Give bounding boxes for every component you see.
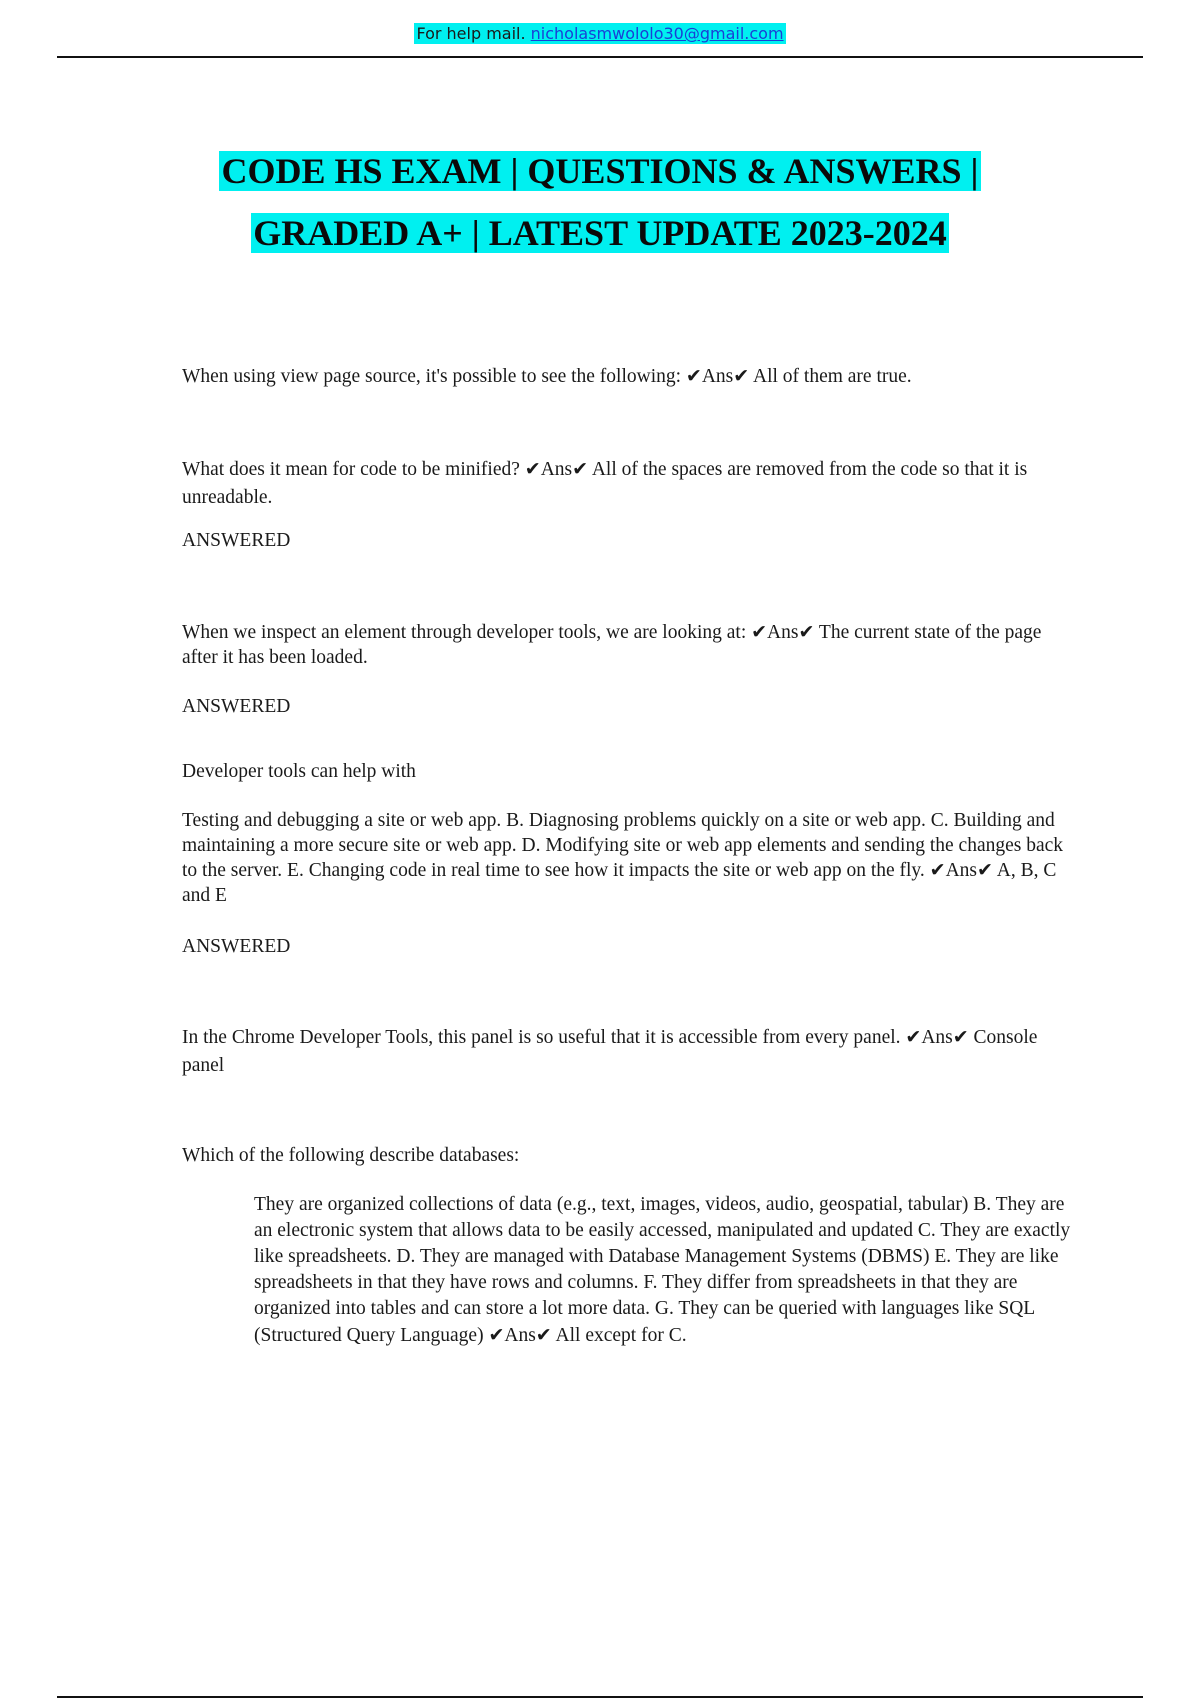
ans-label: Ans: [945, 860, 978, 881]
check-icon: ✔: [535, 1324, 552, 1346]
answer-text: The current state of the page after it has been loaded.: [182, 622, 1042, 668]
footer-divider: [57, 1696, 1143, 1698]
check-icon: ✔: [905, 1026, 922, 1048]
check-icon: ✔: [929, 859, 946, 881]
answer-text: Console panel: [182, 1027, 1038, 1076]
question-text: What does it mean for code to be minified?: [182, 459, 520, 480]
check-icon: ✔: [751, 621, 768, 643]
qa-item-2: [182, 455, 1072, 512]
title-line-2: GRADED A+ | LATEST UPDATE 2023-2024: [253, 213, 947, 253]
check-icon: ✔: [733, 365, 750, 387]
question-text: When we inspect an element through developer tools, we are looking at:: [182, 622, 747, 643]
options-text: Testing and debugging a site or web app. B. Diagnosing problems quickly on a site or web app. C. Building and maintaining a more secure site or web app. D. Modifying site or web app elements and sending the changes back to the server. E. Changing code in real time to see how it impacts the site or web app on the fly.: [182, 810, 1064, 881]
question-text: When using view page source, it's possible to see the following:: [182, 366, 682, 387]
help-email-link[interactable]: nicholasmwololo30@gmail.com: [530, 24, 784, 43]
qa-item-1: [182, 362, 1072, 391]
answer-text: All of them are true.: [753, 366, 912, 387]
answer-text: All except for C.: [555, 1325, 687, 1346]
check-icon: ✔: [977, 859, 993, 881]
check-icon: ✔: [685, 365, 702, 387]
qa-item-6-options: [254, 1192, 1084, 1349]
title-line-1: CODE HS EXAM | QUESTIONS & ANSWERS |: [221, 151, 979, 191]
ans-label: Ans: [921, 1027, 953, 1048]
page-header: [0, 24, 1200, 43]
ans-label: Ans: [767, 622, 799, 643]
status-label: ANSWERED: [182, 530, 291, 551]
check-icon: ✔: [952, 1026, 969, 1048]
answer-text: A, B, C and E: [182, 860, 1057, 906]
check-icon: ✔: [798, 621, 815, 643]
ans-label: Ans: [540, 459, 573, 480]
question-text: Developer tools can help with: [182, 761, 416, 782]
status-label: ANSWERED: [182, 696, 291, 717]
header-divider: [57, 56, 1143, 58]
ans-label: Ans: [701, 366, 734, 387]
check-icon: ✔: [524, 458, 541, 480]
status-label: ANSWERED: [182, 936, 291, 957]
ans-label: Ans: [504, 1325, 536, 1346]
help-mail-highlight: [414, 23, 785, 44]
qa-item-3: [182, 620, 1072, 670]
help-mail-prefix: For help mail.: [416, 24, 531, 43]
options-text: They are organized collections of data (e.g., text, images, videos, audio, geospatial, tabular) B. They are an electronic system that allows data to be easily accessed, manipulated and updated C. They are exactly like spreadsheets. D. They are managed with Database Management Systems (DBMS) E. They are like spreadsheets in that they have rows and columns. F. They differ from spreadsheets in that they are organized into tables and can store a lot more data. G. They can be queried with languages like SQL (Structured Query Language): [254, 1194, 1071, 1346]
document-title: [0, 140, 1200, 264]
qa-item-4-options: [182, 808, 1072, 908]
check-icon: ✔: [488, 1324, 505, 1346]
answer-text: All of the spaces are removed from the code so that it is unreadable.: [182, 459, 1028, 508]
question-text: In the Chrome Developer Tools, this panel is so useful that it is accessible from every panel.: [182, 1027, 901, 1048]
qa-item-5: [182, 1023, 1072, 1080]
question-text: Which of the following describe databases:: [182, 1145, 520, 1166]
check-icon: ✔: [572, 458, 589, 480]
